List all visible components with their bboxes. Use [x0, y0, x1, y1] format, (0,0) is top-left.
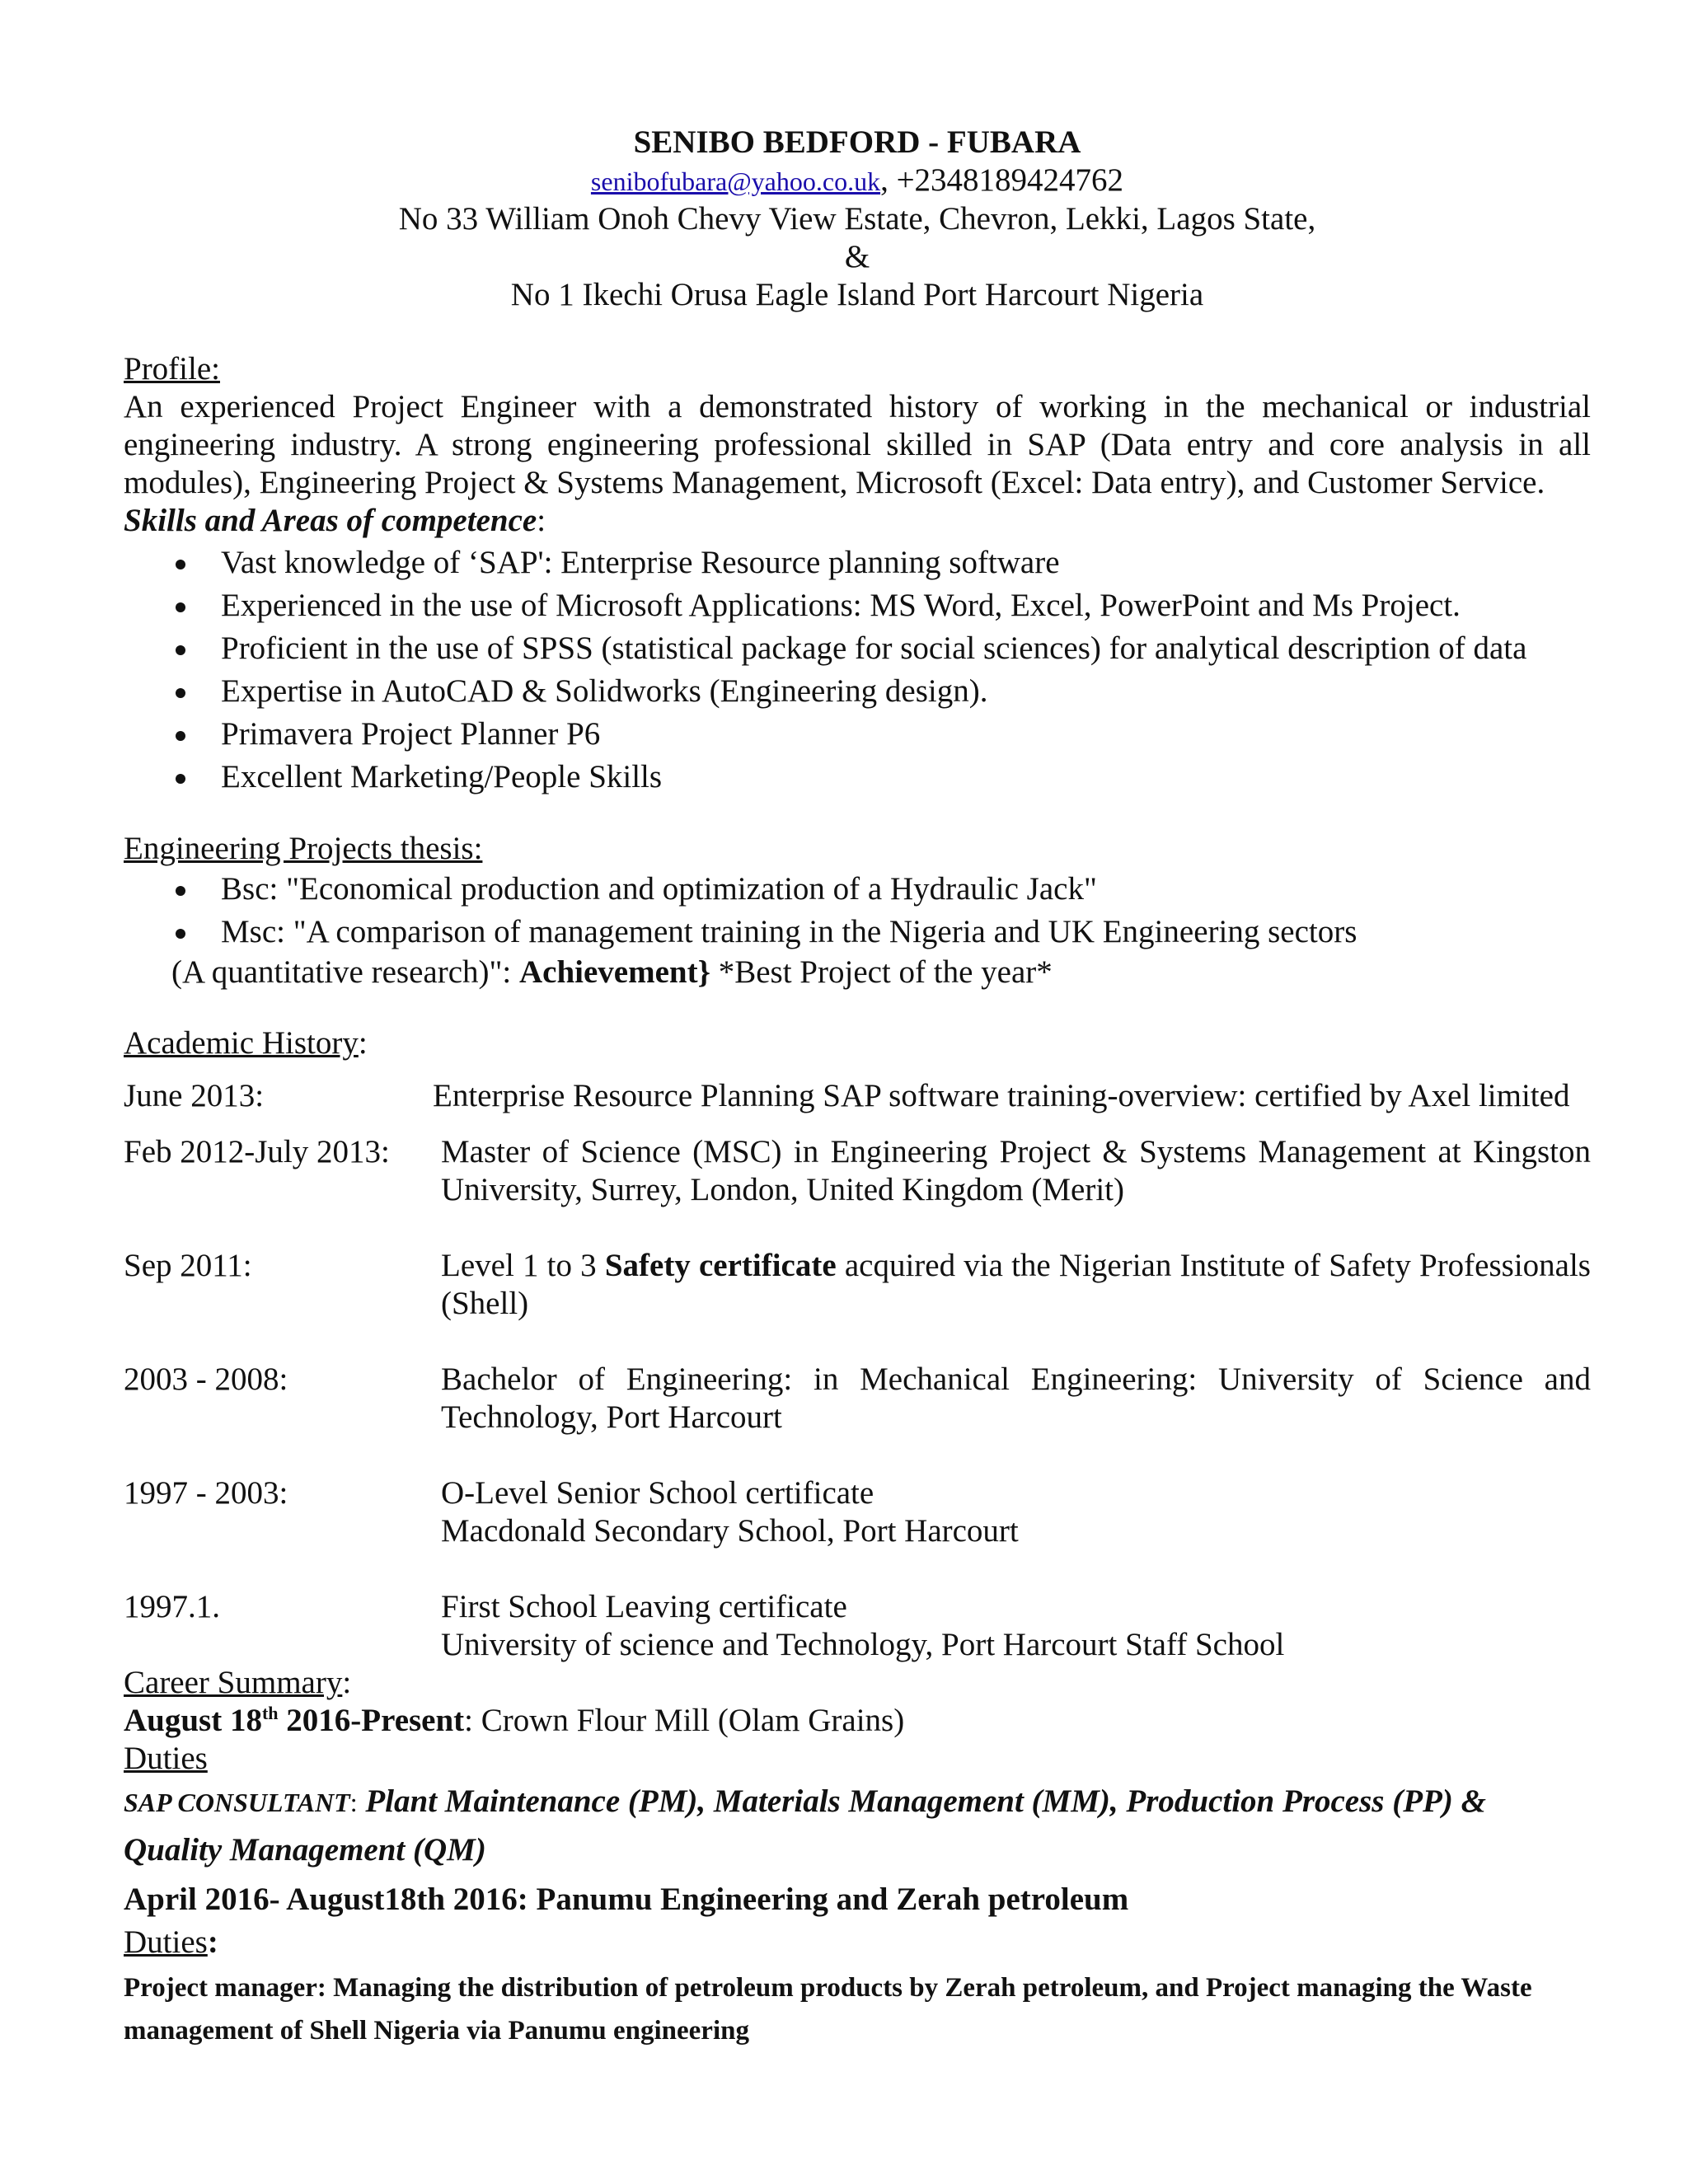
- career-heading: Career Summary: [124, 1665, 343, 1700]
- academic-row: [124, 1474, 1591, 1550]
- academic-date: Sep 2011:: [124, 1248, 252, 1283]
- job-1-title: August 18th 2016-Present: Crown Flour Mill (Olam Grains): [124, 1703, 905, 1738]
- academic-heading-line: Academic History:: [124, 1025, 368, 1061]
- projects-heading: Engineering Projects thesis:: [124, 831, 483, 866]
- skills-heading: Skills and Areas of competence: [124, 503, 537, 538]
- job-2-duties-line: Duties:: [124, 1924, 218, 1960]
- skills-list: [124, 541, 1591, 799]
- academic-heading: Academic History: [124, 1025, 359, 1061]
- list-item: Expertise in AutoCAD & Solidworks (Engineering design).: [124, 670, 1591, 713]
- academic-date: 1997.1.: [124, 1589, 220, 1624]
- list-item: Msc: "A comparison of management training in the Nigeria and UK Engineering sectors: [124, 911, 1591, 954]
- list-item: Experienced in the use of Microsoft Applications: MS Word, Excel, PowerPoint and Ms Project.: [124, 584, 1591, 627]
- resume-header: [124, 124, 1591, 314]
- address-line-2: No 1 Ikechi Orusa Eagle Island Port Harcourt Nigeria: [510, 277, 1204, 312]
- academic-row: [124, 1588, 1591, 1664]
- profile-heading: Profile:: [124, 351, 220, 387]
- job-1-duties-heading: Duties: [124, 1741, 208, 1776]
- job-2-title: April 2016- August18th 2016: Panumu Engineering and Zerah petroleum: [124, 1882, 1129, 1917]
- academic-text: O-Level Senior School certificate Macdonald Secondary School, Port Harcourt: [441, 1475, 1019, 1549]
- academic-row: [124, 1133, 1591, 1209]
- address-separator: &: [844, 239, 870, 274]
- projects-list: [124, 868, 1591, 954]
- academic-text: Bachelor of Engineering: in Mechanical Engineering: University of Science and Technology, Port Harcourt: [441, 1361, 1591, 1435]
- academic-row: [124, 1077, 1591, 1115]
- list-item: Proficient in the use of SPSS (statistical package for social sciences) for analytical description of data: [124, 627, 1591, 670]
- academic-date: Feb 2012-July 2013:: [124, 1134, 390, 1169]
- career-heading-line: Career Summary:: [124, 1665, 352, 1700]
- academic-date: June 2013:: [124, 1078, 265, 1113]
- academic-row: [124, 1361, 1591, 1436]
- contact-line: [124, 162, 1591, 200]
- profile-text: An experienced Project Engineer with a demonstrated history of working in the mechanical or industrial engineering industry. A strong engineering professional skilled in SAP (Data entry and core analysis in all modules), Engineering Project & Systems Management, Microsoft (Excel: Data entry), and Customer Service.: [124, 389, 1591, 500]
- list-item: Bsc: "Economical production and optimization of a Hydraulic Jack": [124, 868, 1591, 911]
- skills-heading-line: Skills and Areas of competence:: [124, 503, 546, 538]
- academic-section: [124, 1024, 1591, 1664]
- academic-text: Enterprise Resource Planning SAP software training-overview: certified by Axel limited: [433, 1078, 1570, 1113]
- academic-date: 2003 - 2008:: [124, 1361, 288, 1397]
- candidate-name: SENIBO BEDFORD - FUBARA: [633, 124, 1081, 160]
- projects-section: [124, 830, 1591, 991]
- project-continuation: (A quantitative research)": Achievement} *Best Project of the year*: [171, 954, 1053, 990]
- list-item: Vast knowledge of ‘SAP': Enterprise Resource planning software: [124, 541, 1591, 584]
- job-2-duties-heading: Duties: [124, 1924, 208, 1960]
- email-link[interactable]: senibofubara@yahoo.co.uk: [590, 166, 881, 196]
- job-2-description: Project manager: Managing the distribution of petroleum products by Zerah petroleum, and Project managing the Waste management of Shell Nigeria via Panumu engineering: [124, 1973, 1532, 2046]
- address-line-1: No 33 William Onoh Chevy View Estate, Chevron, Lekki, Lagos State,: [398, 201, 1316, 237]
- list-item: Primavera Project Planner P6: [124, 713, 1591, 756]
- resume-page: [124, 124, 1591, 2052]
- academic-date: 1997 - 2003:: [124, 1475, 288, 1511]
- career-section: [124, 1664, 1591, 2052]
- job-1-role: SAP CONSULTANT: Plant Maintenance (PM), Materials Management (MM), Production Process (PP) & Quality Management (QM): [124, 1783, 1486, 1868]
- academic-text: Master of Science (MSC) in Engineering Project & Systems Management at Kingston University, Surrey, London, United Kingdom (Merit): [441, 1134, 1591, 1207]
- phone-number: , +2348189424762: [880, 162, 1124, 198]
- academic-text: First School Leaving certificate University of science and Technology, Port Harcourt Staff School: [441, 1589, 1285, 1662]
- profile-section: [124, 350, 1591, 799]
- academic-row: [124, 1247, 1591, 1323]
- list-item: Excellent Marketing/People Skills: [124, 756, 1591, 799]
- academic-text: Level 1 to 3 Safety certificate acquired via the Nigerian Institute of Safety Professionals (Shell): [441, 1248, 1591, 1321]
- achievement-label: Achievement}: [519, 954, 710, 990]
